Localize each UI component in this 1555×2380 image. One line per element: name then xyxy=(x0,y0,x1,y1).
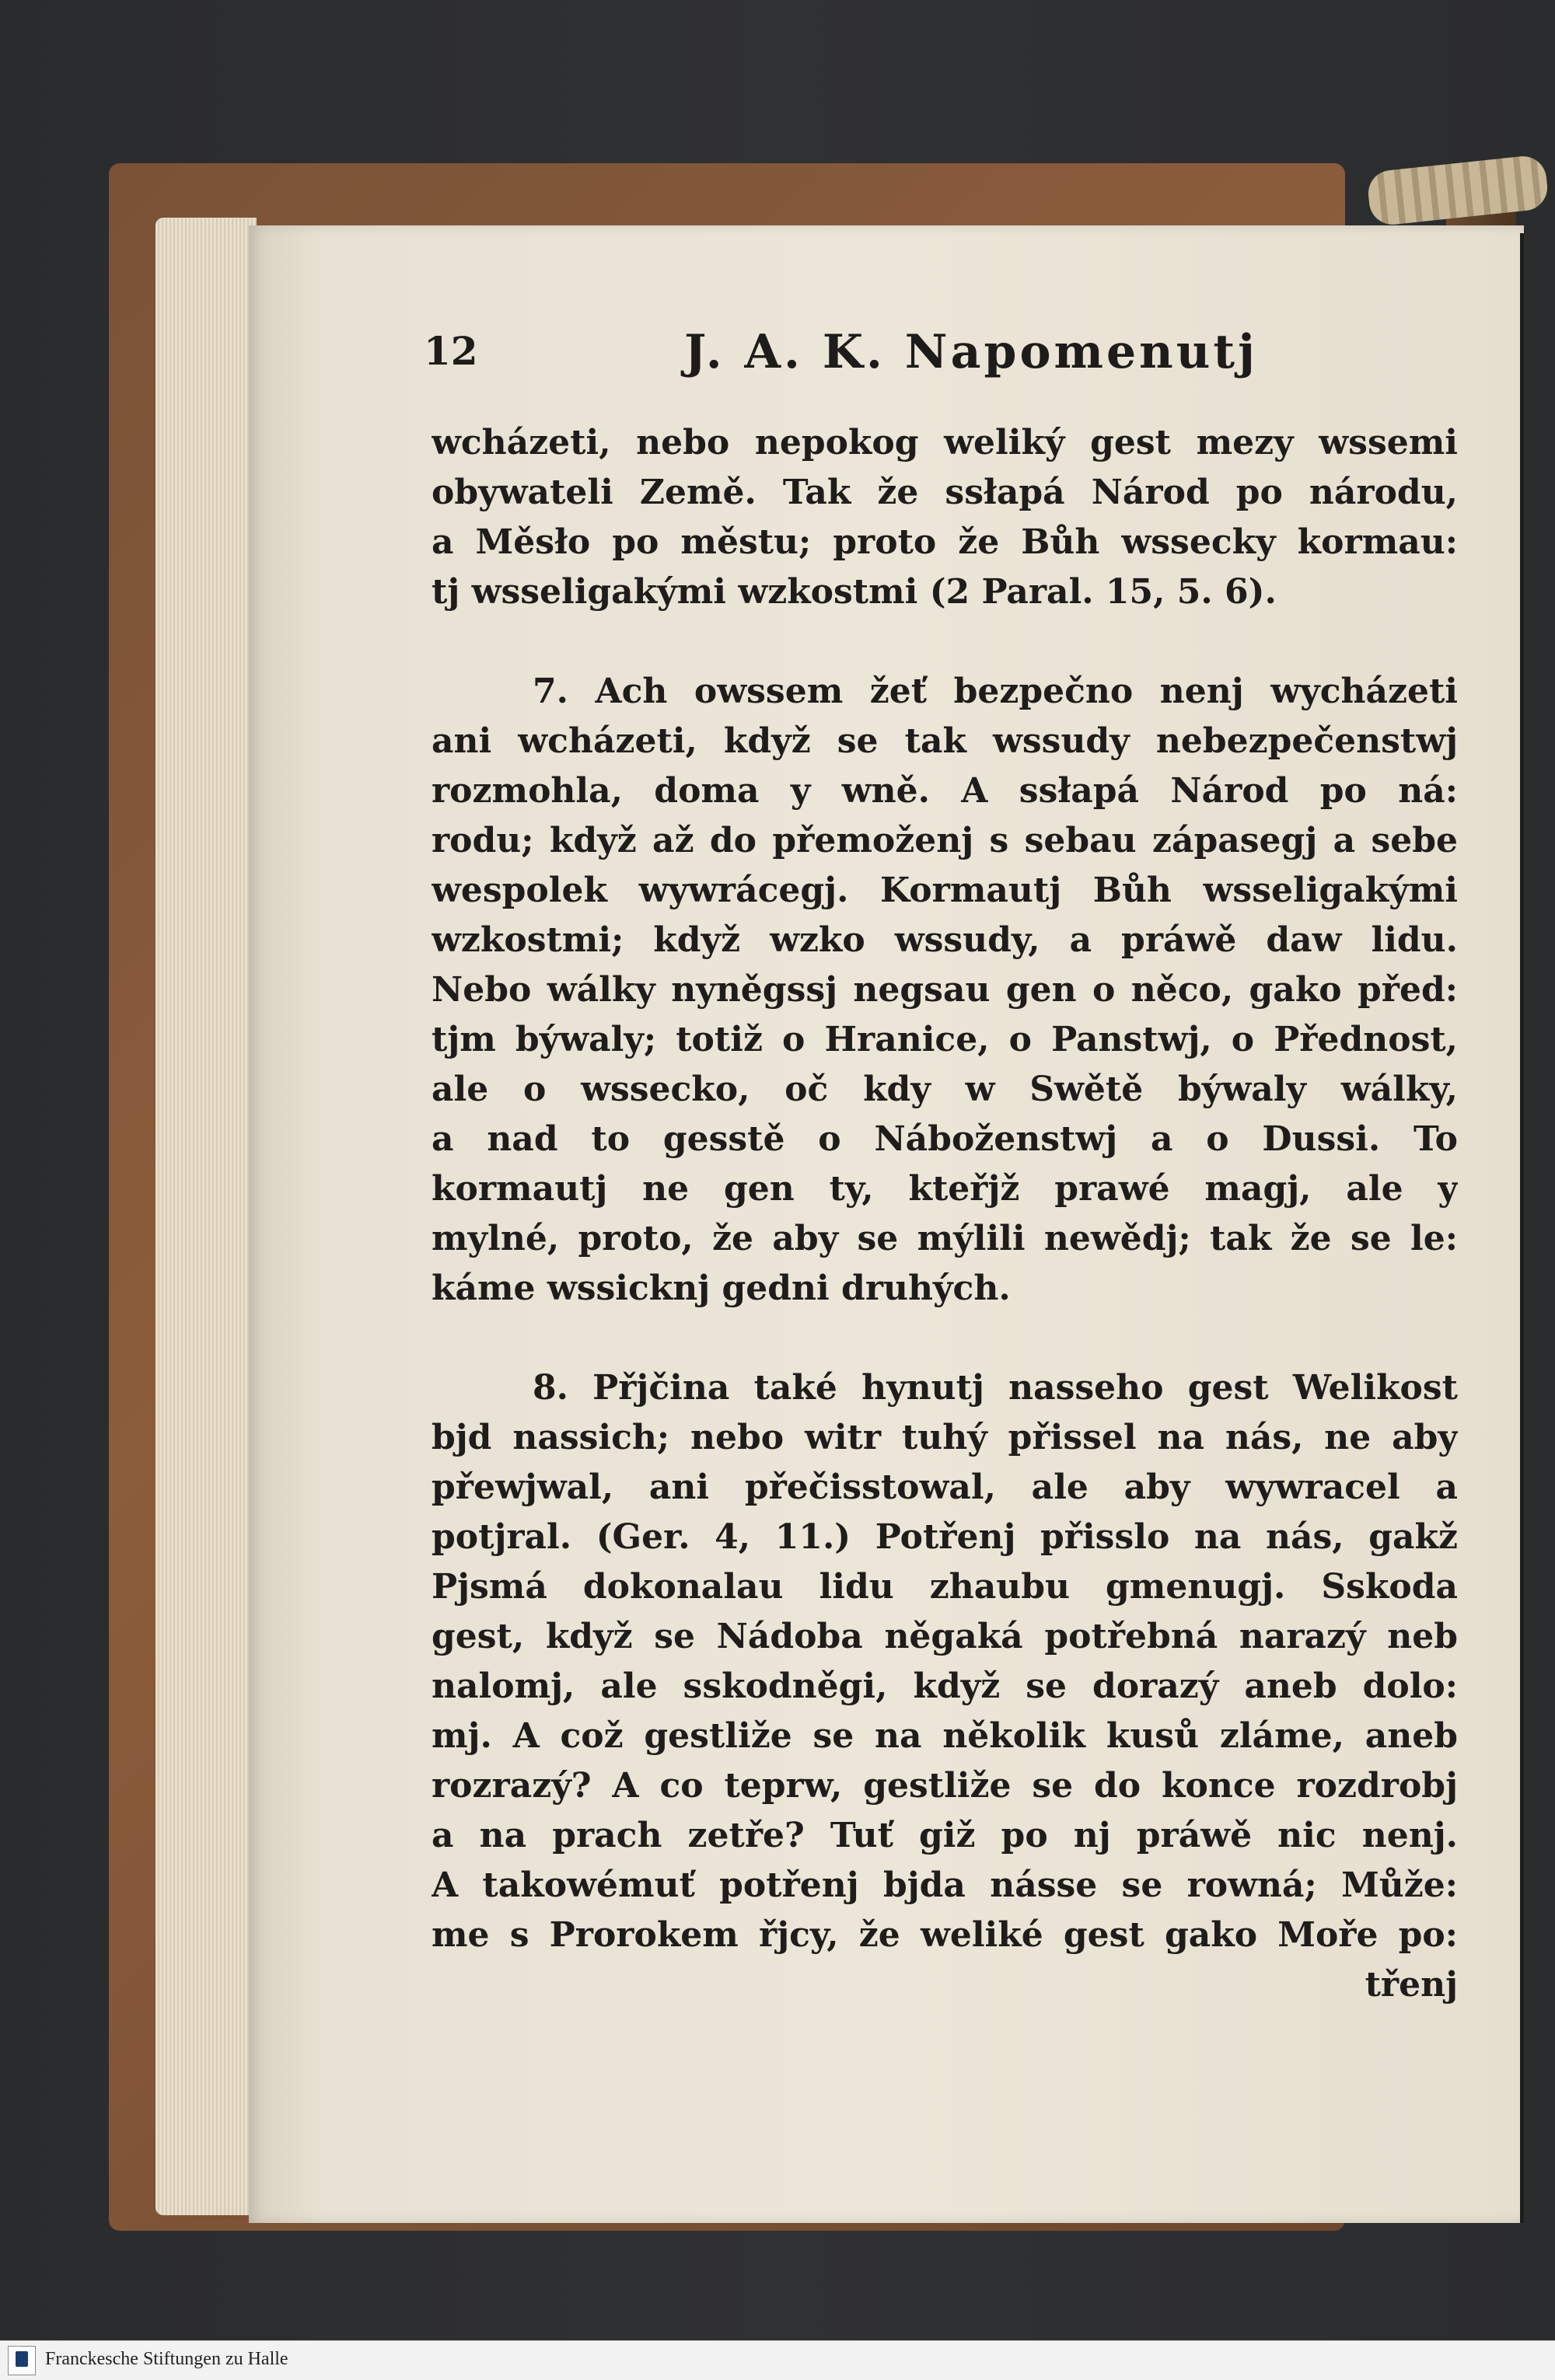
text-line: a na prach zetře? Tuť giž po nj práwě nic nenj. xyxy=(432,1816,1458,1855)
paragraph-gap xyxy=(432,1314,1458,1363)
text-line: mylné, proto, že aby se mýlili newědj; tak že se le: xyxy=(432,1219,1458,1258)
text-line: mj. A což gestliže se na několik kusů zláme, aneb xyxy=(432,1716,1458,1756)
text-line: gest, když se Nádoba něgaká potřebná narazý neb xyxy=(432,1617,1458,1656)
catchword: třenj xyxy=(1365,1965,1458,2005)
text-line: wcházeti, nebo nepokog weliký gest mezy wssemi xyxy=(432,423,1458,462)
footer-institution: Franckesche Stiftungen zu Halle xyxy=(45,2349,288,2369)
body-text xyxy=(432,418,1458,2010)
text-line: přewjwal, ani přečisstowal, ale aby wywracel a xyxy=(432,1467,1458,1507)
text-line: potjral. (Ger. 4, 11.) Potřenj přisslo na nás, gakž xyxy=(432,1517,1458,1557)
text-line: nalomj, ale sskodněgi, když se dorazý aneb dolo: xyxy=(432,1666,1458,1706)
text-line: a nad to gesstě o Náboženstwj a o Dussi. To xyxy=(432,1119,1458,1159)
text-line: Pjsmá dokonalau lidu zhaubu gmenugj. Sskoda xyxy=(432,1567,1458,1607)
text-line: wzkostmi; když wzko wssudy, a práwě daw lidu. xyxy=(432,920,1458,960)
text-line: ani wcházeti, když se tak wssudy nebezpečenstwj xyxy=(432,721,1458,761)
text-line: rozrazý? A co teprw, gestliže se do konce rozdrobj xyxy=(432,1766,1458,1806)
text-line: obywateli Země. Tak že ssłapá Národ po národu, xyxy=(432,473,1458,512)
text-line: kormautj ne gen ty, kteřjž prawé magj, ale y xyxy=(432,1169,1458,1209)
text-line: káme wssicknj gedni druhých. xyxy=(432,1269,1011,1308)
text-line: me s Prorokem řjcy, že weliké gest gako Moře po: xyxy=(432,1915,1458,1955)
text-line: wespolek wywrácegj. Kormautj Bůh wsseligakými xyxy=(432,871,1458,910)
text-line: rodu; když až do přemoženj s sebau zápasegj a sebe xyxy=(432,821,1458,860)
text-line: tj wsseligakými wzkostmi (2 Paral. 15, 5. 6). xyxy=(432,572,1277,612)
page-number: 12 xyxy=(424,328,478,374)
page-edges xyxy=(156,218,257,2215)
text-line: 8. Přjčina také hynutj nasseho gest Welikost xyxy=(533,1368,1458,1408)
text-line: a Měsło po městu; proto že Bůh wssecky kormau: xyxy=(432,522,1458,562)
running-head: J. A. K. Napomenutj xyxy=(684,325,1258,379)
text-line: A takowémuť potřenj bjda násse se rowná; Může: xyxy=(432,1865,1458,1905)
institution-logo-icon xyxy=(8,2346,36,2375)
text-line: bjd nassich; nebo witr tuhý přissel na nás, ne aby xyxy=(432,1418,1458,1457)
text-line: tjm býwaly; totiž o Hranice, o Panstwj, o Přednost, xyxy=(432,1020,1458,1059)
text-line: ale o wssecko, oč kdy w Swětě býwaly wálky, xyxy=(432,1070,1458,1109)
text-line: rozmohla, doma y wně. A ssłapá Národ po ná: xyxy=(432,771,1458,811)
page-gutter xyxy=(1520,233,1524,2223)
text-line: Nebo wálky nyněgssj negsau gen o něco, gako před: xyxy=(432,970,1458,1010)
text-line: 7. Ach owssem žeť bezpečno nenj wycházeti xyxy=(533,672,1458,711)
paragraph-gap xyxy=(432,617,1458,667)
